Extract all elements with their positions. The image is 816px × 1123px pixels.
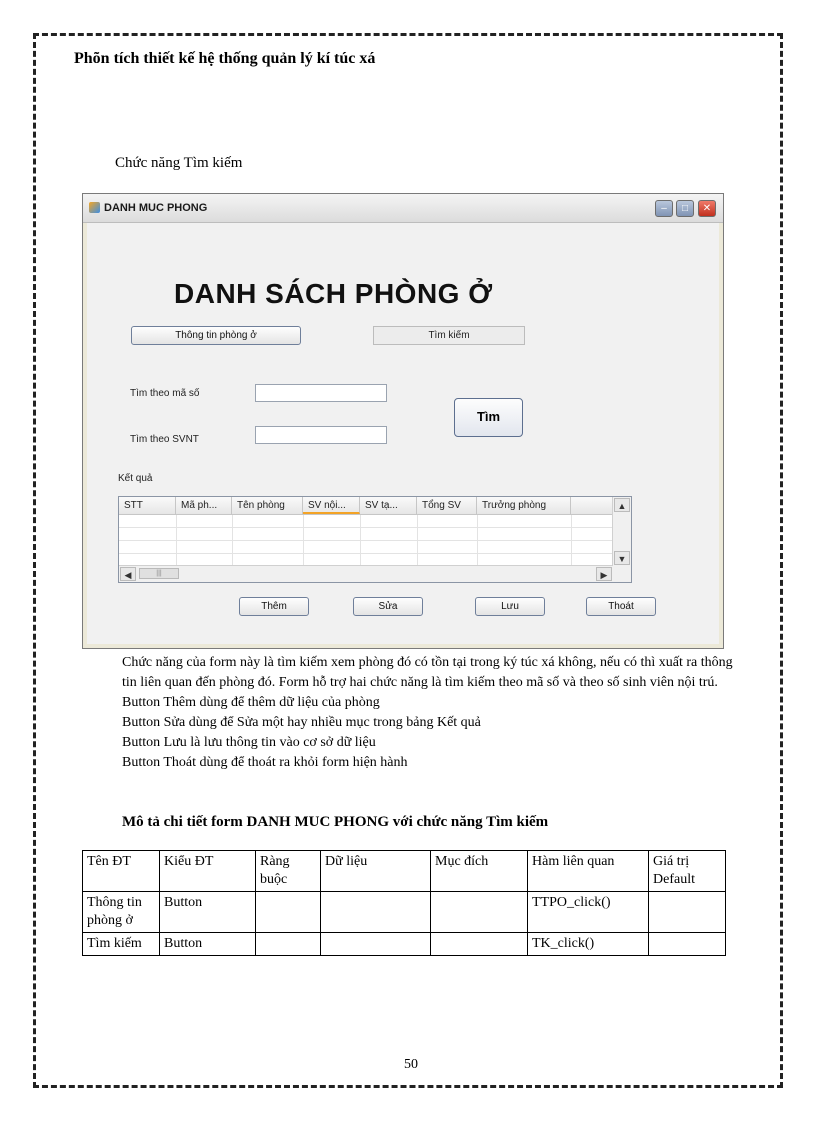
- grid-col-line: [232, 515, 233, 567]
- grid-col-sv-tam-tru[interactable]: SV tạ...: [360, 497, 417, 514]
- spec-cell: [256, 892, 321, 933]
- grid-col-line: [360, 515, 361, 567]
- spec-cell: [321, 892, 431, 933]
- form-heading: DANH SÁCH PHÒNG Ở: [174, 278, 493, 309]
- scroll-right-icon[interactable]: ▶: [596, 567, 612, 581]
- spec-cell: [431, 933, 528, 956]
- grid-vertical-scrollbar[interactable]: [612, 497, 631, 566]
- grid-col-line: [417, 515, 418, 567]
- grid-row-line: [119, 540, 613, 541]
- description-block: [122, 653, 734, 773]
- description-paragraph: Chức năng của form này là tìm kiếm xem phòng đó có tồn tại trong ký túc xá không, nếu có thì xuất ra thông tin liên quan đến phòng đó. Form hỗ trợ hai chức năng là tìm kiếm theo mã số và theo số sinh viên nội trú.: [122, 655, 733, 690]
- spec-cell: Thông tin phòng ở: [83, 892, 160, 933]
- close-button[interactable]: ✕: [698, 200, 716, 217]
- svnt-input[interactable]: [255, 426, 387, 444]
- grid-col-stt[interactable]: STT: [119, 497, 176, 514]
- spec-header-cell: Ràng buộc: [256, 851, 321, 892]
- spec-cell: TK_click(): [528, 933, 649, 956]
- ket-qua-grid[interactable]: [118, 496, 632, 583]
- spec-header-cell: Kiểu ĐT: [160, 851, 256, 892]
- grid-col-tong-sv[interactable]: Tổng SV: [417, 497, 477, 514]
- table-title: Mô tả chi tiết form DANH MUC PHONG với chức năng Tìm kiếm: [122, 814, 549, 830]
- grid-horizontal-scrollbar[interactable]: [119, 565, 613, 582]
- scroll-left-icon[interactable]: ◀: [120, 567, 136, 581]
- tim-kiem-tab-button[interactable]: Tìm kiếm: [373, 326, 525, 345]
- maximize-button[interactable]: □: [676, 200, 694, 217]
- ma-so-input[interactable]: [255, 384, 387, 402]
- grid-rows: [119, 515, 613, 567]
- spec-cell: [649, 933, 726, 956]
- grid-col-line: [571, 515, 572, 567]
- spec-table-row: [83, 892, 726, 933]
- spec-header-cell: Hàm liên quan: [528, 851, 649, 892]
- description-line-thoat: Button Thoát dùng để thoát ra khỏi form hiện hành: [122, 755, 408, 770]
- minimize-button[interactable]: –: [655, 200, 673, 217]
- thong-tin-phong-button[interactable]: Thông tin phòng ở: [131, 326, 301, 345]
- grid-col-sv-noi-tru[interactable]: SV nội...: [303, 497, 360, 514]
- window-client-area: [87, 223, 719, 644]
- label-ket-qua: Kết quả: [118, 473, 153, 484]
- spec-header-cell: Mục đích: [431, 851, 528, 892]
- description-line-sua: Button Sửa dùng để Sửa một hay nhiều mục trong bảng Kết quả: [122, 715, 481, 730]
- grid-col-ma-phong[interactable]: Mã ph...: [176, 497, 232, 514]
- grid-row-line: [119, 527, 613, 528]
- app-icon: [89, 202, 100, 213]
- grid-col-line: [176, 515, 177, 567]
- spec-cell: TTPO_click(): [528, 892, 649, 933]
- spec-cell: [431, 892, 528, 933]
- luu-button[interactable]: Lưu: [475, 597, 545, 616]
- scrollbar-corner: [613, 566, 631, 582]
- grid-col-ten-phong[interactable]: Tên phòng: [232, 497, 303, 514]
- spec-cell: Tìm kiếm: [83, 933, 160, 956]
- spec-header-cell: Tên ĐT: [83, 851, 160, 892]
- label-tim-theo-ma-so: Tìm theo mã số: [130, 388, 200, 399]
- spec-table-row: [83, 933, 726, 956]
- label-tim-theo-svnt: Tìm theo SVNT: [130, 434, 199, 445]
- page-number: 50: [404, 1057, 418, 1072]
- thoat-button[interactable]: Thoát: [586, 597, 656, 616]
- grid-header: [119, 497, 613, 515]
- tim-button[interactable]: Tìm: [454, 398, 523, 437]
- window-title: DANH MUC PHONG: [104, 202, 208, 214]
- spec-cell: Button: [160, 933, 256, 956]
- grid-row-line: [119, 553, 613, 554]
- scroll-up-icon[interactable]: ▲: [614, 498, 630, 512]
- scroll-down-icon[interactable]: ▼: [614, 551, 630, 565]
- header-title: Phõn tích thiết kế hệ thống quản lý kí túc xá: [74, 50, 376, 67]
- spec-table: [82, 850, 726, 956]
- spec-table-header-row: [83, 851, 726, 892]
- sua-button[interactable]: Sửa: [353, 597, 423, 616]
- window-titlebar: [83, 194, 723, 223]
- description-line-luu: Button Lưu là lưu thông tin vào cơ sở dữ liệu: [122, 735, 376, 750]
- them-button[interactable]: Thêm: [239, 597, 309, 616]
- danh-muc-phong-window: [82, 193, 724, 649]
- spec-cell: [256, 933, 321, 956]
- spec-header-cell: Giá trị Default: [649, 851, 726, 892]
- spec-cell: [649, 892, 726, 933]
- spec-cell: Button: [160, 892, 256, 933]
- spec-cell: [321, 933, 431, 956]
- grid-col-line: [303, 515, 304, 567]
- spec-header-cell: Dữ liệu: [321, 851, 431, 892]
- section-label: Chức năng Tìm kiếm: [115, 155, 243, 171]
- description-line-them: Button Thêm dùng để thêm dữ liệu của phòng: [122, 695, 380, 710]
- grid-col-line: [477, 515, 478, 567]
- horizontal-scroll-thumb[interactable]: |||: [139, 568, 179, 579]
- grid-col-truong-phong[interactable]: Trưởng phòng: [477, 497, 571, 514]
